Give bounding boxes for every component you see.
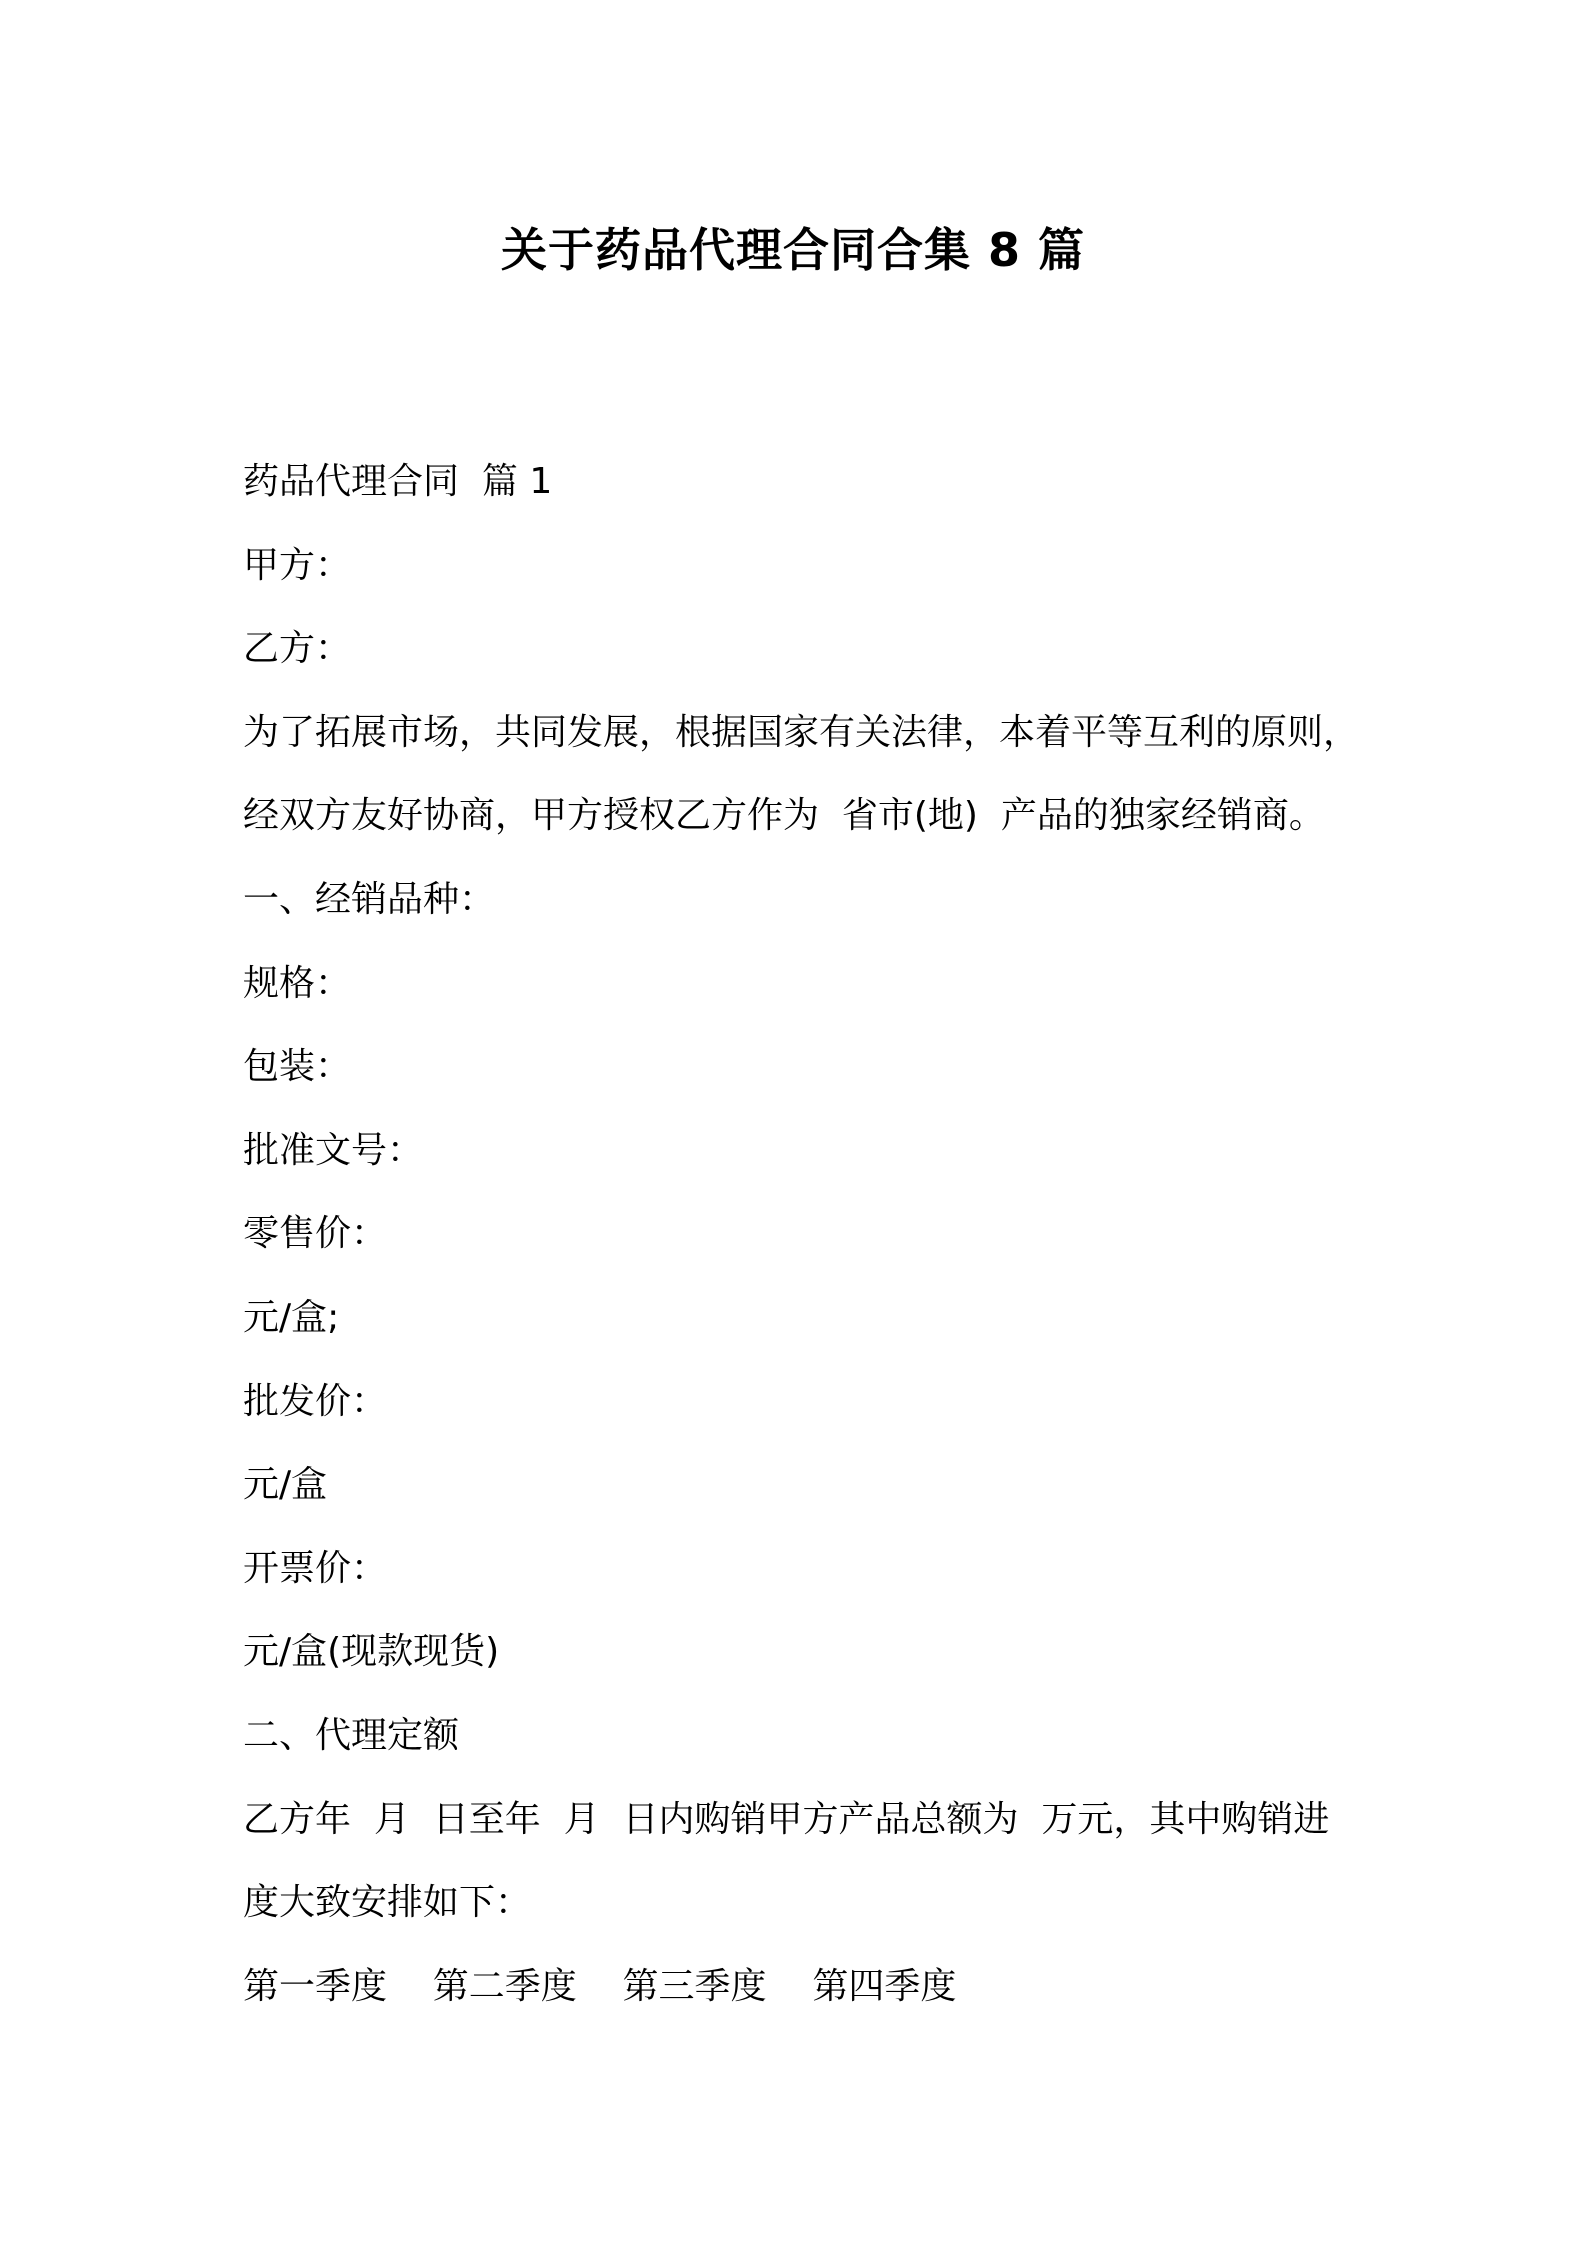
spec-label: 规格： bbox=[243, 962, 352, 1004]
clause-2-heading: 二、代理定额 bbox=[243, 1714, 460, 1756]
clause-1-heading: 一、经销品种： bbox=[243, 878, 496, 920]
section-heading-contract-1: 药品代理合同 篇 1 bbox=[243, 461, 553, 502]
document-body bbox=[243, 440, 1363, 2028]
approval-number-label: 批准文号： bbox=[243, 1129, 424, 1171]
invoice-price-unit: 元/盒(现款现货) bbox=[243, 1631, 500, 1673]
wholesale-price-label: 批发价： bbox=[243, 1380, 388, 1422]
document-title: 关于药品代理合同合集 8 篇 bbox=[500, 223, 1086, 277]
quarters-line: 第一季度 第二季度 第三季度 第四季度 bbox=[243, 1965, 957, 2007]
party-a-label: 甲方： bbox=[243, 544, 352, 586]
quota-line-1: 乙方年 月 日至年 月 日内购销甲方产品总额为 万元，其中购销进 bbox=[243, 1798, 1330, 1840]
quota-line-2: 度大致安排如下： bbox=[243, 1882, 532, 1924]
party-b-label: 乙方： bbox=[243, 628, 352, 670]
wholesale-price-unit: 元/盒 bbox=[243, 1464, 328, 1506]
preamble-line-2: 经双方友好协商，甲方授权乙方作为 省市(地) 产品的独家经销商。 bbox=[243, 795, 1325, 837]
invoice-price-label: 开票价： bbox=[243, 1547, 388, 1589]
packaging-label: 包装： bbox=[243, 1046, 352, 1088]
preamble-line-1: 为了拓展市场，共同发展，根据国家有关法律，本着平等互利的原则， bbox=[243, 711, 1360, 753]
retail-price-label: 零售价： bbox=[243, 1213, 388, 1255]
retail-price-unit: 元/盒; bbox=[243, 1296, 340, 1338]
